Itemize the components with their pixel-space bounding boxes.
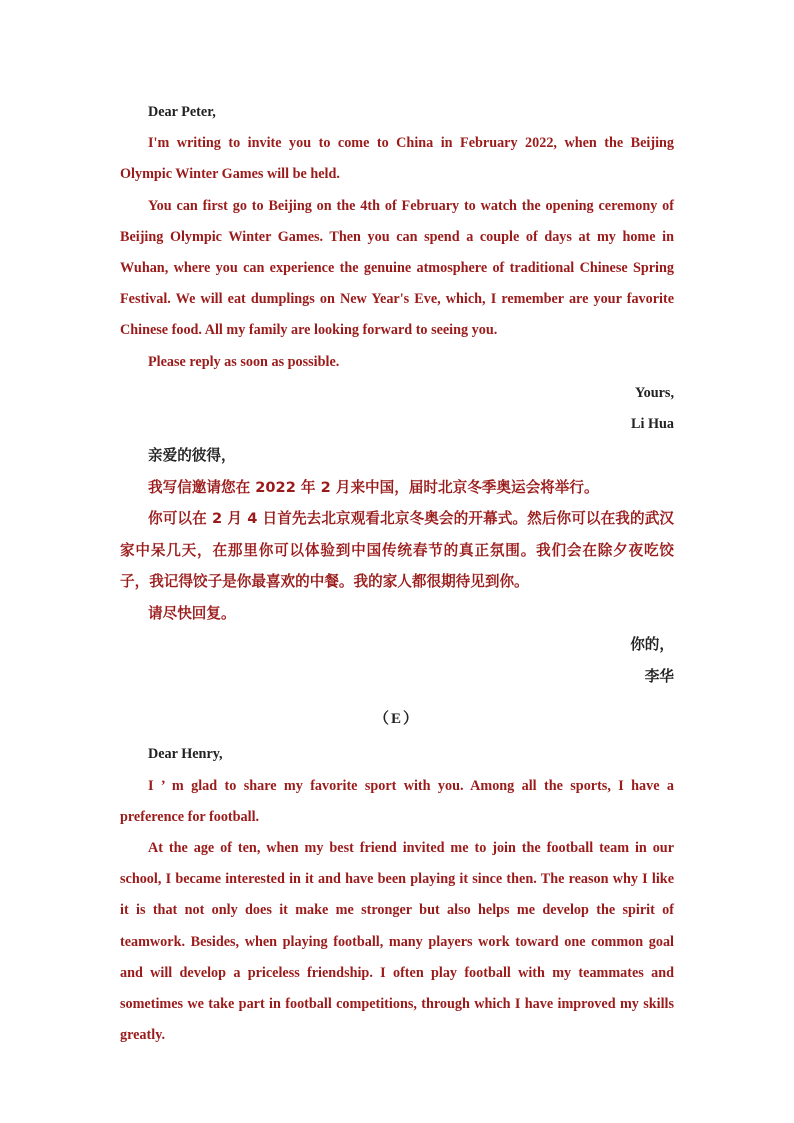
paragraph-en-1: I'm writing to invite you to come to China in February 2022, when the Beijing Olympic Winter Games will be held. [120, 135, 674, 183]
paragraph-e-1: I ’ m glad to share my favorite sport with you. Among all the sports, I have a preference for football. [120, 777, 674, 825]
signature-en: Li Hua [631, 416, 674, 433]
section-label-e: （E） [373, 711, 420, 728]
paragraph-e-2: At the age of ten, when my best friend invited me to join the football team in our school, I became interested in it and have been playing it since then. The reason why I like it is that not only does it make me stronger but also helps me develop the spirit of teamwork. Besides, when playing football, many players work toward one common goal and will develop a priceless friendship. I often play football with my teammates and sometimes we take part in football competitions, through which I have improved my skills greatly. [120, 840, 674, 1044]
salutation-e: Dear Henry, [148, 746, 223, 763]
paragraph-cn-1: 我写信邀请您在 2022 年 2 月来中国，届时北京冬季奥运会将举行。 [148, 478, 599, 496]
closing-en: Yours, [634, 384, 674, 401]
paragraph-en-3: Please reply as soon as possible. [148, 353, 340, 370]
document-page [120, 97, 674, 1051]
signature-cn: 李华 [644, 667, 674, 685]
paragraph-cn-2: 你可以在 2 月 4 日首先去北京观看北京冬奥会的开幕式。然后你可以在我的武汉家中呆几天，在那里你可以体验到中国传统春节的真正氛围。我们会在除夕夜吃饺子，我记得饺子是你最喜欢的中餐。我的家人都很期待见到你。 [120, 510, 674, 591]
salutation-cn: 亲爱的彼得， [148, 447, 236, 465]
paragraph-en-2: You can first go to Beijing on the 4th of February to watch the opening ceremony of Beijing Olympic Winter Games. Then you can spend a couple of days at my home in Wuhan, where you can experience the genuine atmosphere of traditional Chinese Spring Festival. We will eat dumplings on New Year's Eve, which, I remember are your favorite Chinese food. All my family are looking forward to seeing you. [120, 197, 674, 339]
closing-cn: 你的， [630, 636, 674, 654]
salutation-en: Dear Peter, [148, 104, 216, 120]
paragraph-cn-3: 请尽快回复。 [148, 604, 236, 622]
